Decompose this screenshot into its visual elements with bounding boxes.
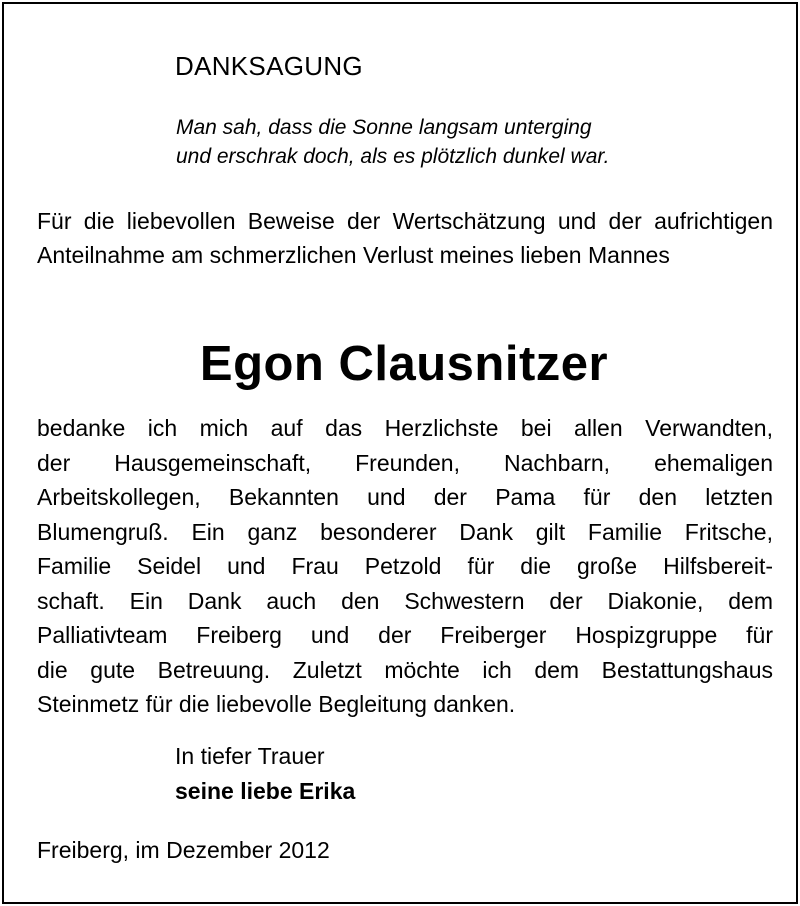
motto-line: und erschrak doch, als es plötzlich dunkel war. bbox=[176, 145, 610, 168]
mourning-line: In tiefer Trauer bbox=[175, 743, 325, 769]
thanks-line: der Hausgemeinschaft, Freunden, Nachbarn, ehemaligen bbox=[37, 449, 773, 476]
motto-line: Man sah, dass die Sonne langsam unterging bbox=[176, 116, 592, 139]
thanks-line: Palliativteam Freiberg und der Freiberger Hospizgruppe für bbox=[37, 622, 773, 648]
closing-block bbox=[175, 739, 355, 809]
thanks-paragraph bbox=[37, 411, 773, 722]
intro-paragraph: Für die liebevollen Beweise der Wertschätzung und der aufrichtigen Anteilnahme am schmerzlichen Verlust meines lieben Mannes bbox=[37, 208, 773, 268]
obituary-notice bbox=[2, 2, 798, 904]
notice-heading: DANKSAGUNG bbox=[175, 51, 363, 81]
thanks-line: Blumengruß. Ein ganz besonderer Dank gilt Familie Fritsche, bbox=[37, 518, 773, 545]
thanks-line: die gute Betreuung. Zuletzt möchte ich dem Bestattungshaus bbox=[37, 656, 773, 683]
thanks-line: bedanke ich mich auf das Herzlichste bei allen Verwandten, bbox=[37, 415, 773, 441]
thanks-line: Arbeitskollegen, Bekannten und der Pama für den letzten bbox=[37, 484, 773, 510]
deceased-name: Egon Clausnitzer bbox=[199, 337, 609, 391]
thanks-line: Familie Seidel und Frau Petzold für die große Hilfsbereit- bbox=[37, 553, 773, 579]
place-date: Freiberg, im Dezember 2012 bbox=[37, 837, 330, 863]
motto-quote bbox=[176, 113, 736, 171]
signer-name: seine liebe Erika bbox=[175, 778, 356, 804]
thanks-line: schaft. Ein Dank auch den Schwestern der Diakonie, dem bbox=[37, 587, 773, 614]
thanks-line: Steinmetz für die liebevolle Begleitung danken. bbox=[37, 691, 516, 717]
